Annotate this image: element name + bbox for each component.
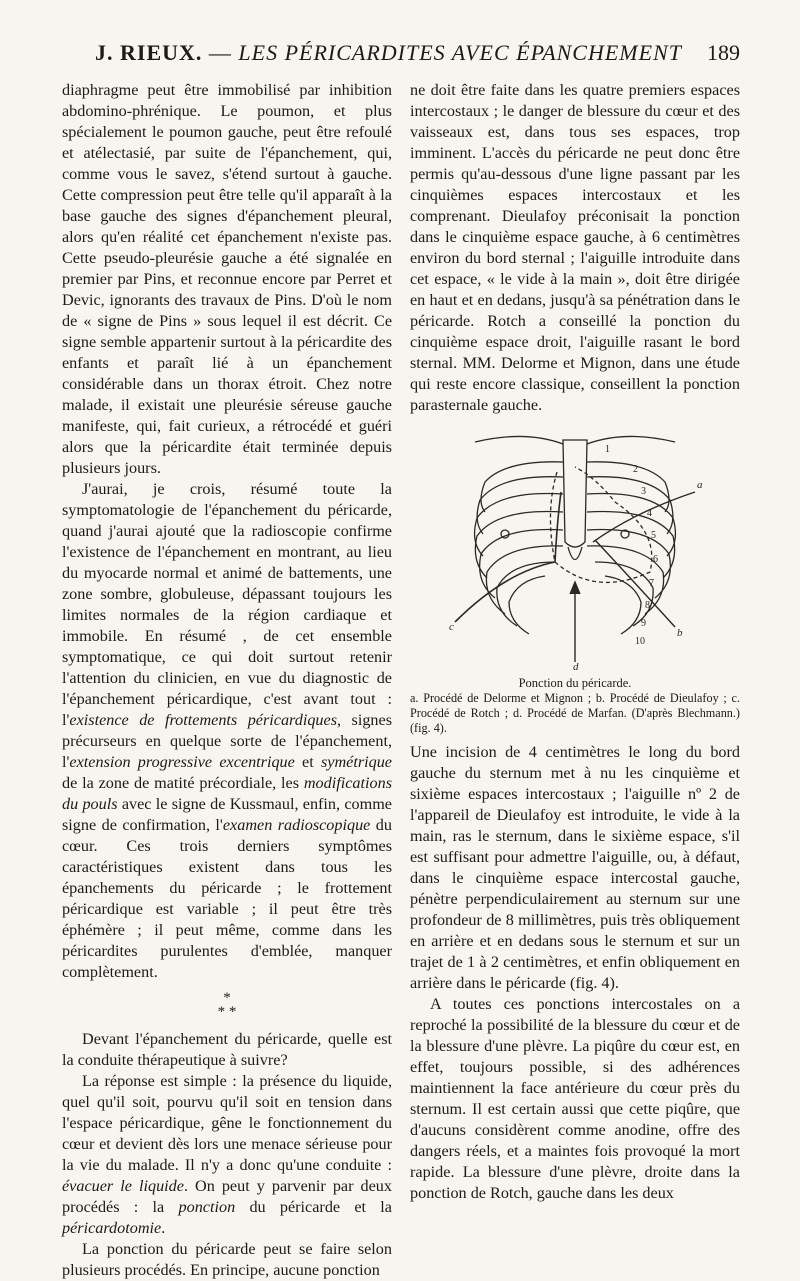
section-separator bbox=[62, 991, 392, 1019]
text-run: du cœur. Ces trois derniers symptômes caractéristiques existent dans tous les épanchements du péricarde ; le frottement péricardique est variable ; il peut être très éphémère ; il peut même, comme dans les péricardites purulentes d'emblée, manquer complètement. bbox=[62, 816, 392, 981]
paragraph-right-1: ne doit être faite dans les quatre premiers espaces intercostaux ; le danger de blessure du cœur et des vaisseaux est, dans tous ses espaces, trop imminent. L'accès du péricarde ne peut donc être permis qu'au-dessous d'une ligne passant par les cinquièmes espaces intercostaux et les comprenant. Dieulafoy préconisait la ponction dans le cinquième espace gauche, à 6 centimètres environ du bord sternal ; l'aiguille introduite dans cet espace, « le vide à la main », doit être dirigée en haut et en dedans, jusqu'à sa pénétration dans le péricarde. Rotch a conseillé la ponction du cinquième espace droit, l'aiguille rasant le bord sternal. MM. Delorme et Mignon, dans une étude qui reste encore classique, conseillent la ponction parasternale gauche. bbox=[410, 81, 740, 414]
italic-run: ponction bbox=[178, 1198, 236, 1216]
italic-run: extension progressive excentrique bbox=[69, 753, 295, 771]
italic-run: examen radioscopique bbox=[222, 816, 371, 834]
text-run: . bbox=[161, 1219, 166, 1237]
paragraph-right-2: Une incision de 4 centimètres le long du bord gauche du sternum met à nu les cinquième et sixième espaces intercostaux ; l'aiguille nº 2 de l'appareil de Dieulafoy est introduite, le vide à la main, ras le sternum, dans le sixième espace, s'il est suffisant pour admettre l'aiguille, ou, à défaut, dans le cinquième espace intercostal gauche, pénètre perpendiculairement au sternum sur une profondeur de 8 millimètres, puis très obliquement en arrière et en dedans sous le sternum et sur un trajet de 1 à 2 centimètres, et enfin obliquement en arrière dans le péricarde (fig. 4). bbox=[410, 743, 740, 992]
italic-run: symétrique bbox=[320, 753, 392, 771]
header-title bbox=[95, 40, 682, 66]
running-header bbox=[60, 40, 740, 76]
text-run: , signes précurseurs en quelque sorte de l'épanchement, l' bbox=[62, 711, 393, 771]
text-run: J'aurai, je crois, résumé toute la symptomatologie de l'épanchement du péricarde, quand j'aurai ajouté que la radioscopie confirme l'existence de l'épanchement en montrant, au lieu du myocarde normal et animé de battements, une zone sombre, globuleuse, dépassant toujours les limites normales de la région cardiaque et immobile. En résumé , de cet ensemble symptomatique, ce qui doit surtout retenir l'attention du clinicien, en vue du diagnostic de l'épanchement péricardique, c'est avant tout : l' bbox=[62, 480, 392, 729]
italic-run: modifications du pouls bbox=[62, 774, 392, 813]
header-author: J. RIEUX. bbox=[95, 40, 203, 65]
figure-caption: a. Procédé de Delorme et Mignon ; b. Procédé de Dieulafoy ; c. Procédé de Rotch ; d. Procédé de Marfan. (D'après Blechmann.) (fig. 4). bbox=[410, 691, 740, 735]
text-run: et bbox=[294, 753, 321, 771]
rib-number-3: 3 bbox=[641, 486, 646, 497]
sternum bbox=[563, 440, 587, 547]
italic-run: évacuer le liquide bbox=[62, 1177, 184, 1195]
text-run: du péricarde et la bbox=[235, 1198, 392, 1216]
figure-pericardial-puncture bbox=[410, 422, 740, 736]
rib-number-7: 7 bbox=[649, 578, 654, 589]
italic-run: existence de frottements péricardiques bbox=[69, 711, 338, 729]
label-d: d bbox=[573, 661, 579, 672]
clavicle-left bbox=[587, 436, 675, 444]
rib-number-2: 2 bbox=[633, 464, 638, 475]
figure-title: Ponction du péricarde. bbox=[518, 676, 632, 690]
rib-number-8: 8 bbox=[645, 600, 650, 611]
label-a: a bbox=[697, 479, 703, 491]
rib-number-5: 5 bbox=[651, 530, 656, 541]
page-number: 189 bbox=[706, 40, 740, 65]
rib-number-9: 9 bbox=[641, 618, 646, 629]
italic-run: péricardotomie bbox=[62, 1219, 162, 1237]
paragraph-left-5: La ponction du péricarde peut se faire selon plusieurs procédés. En principe, aucune ponction bbox=[62, 1240, 392, 1279]
heart-outline bbox=[550, 467, 651, 582]
rib-number-10: 10 bbox=[635, 636, 645, 647]
puncture-point-right bbox=[501, 530, 509, 538]
text-run: avec le signe de Kussmaul, enfin, comme signe de confirmation, l' bbox=[62, 795, 392, 834]
text-run: . On peut y parvenir par deux procédés : la bbox=[62, 1177, 392, 1216]
text-run: La réponse est simple : la présence du liquide, quel qu'il soit, pourvu qu'il soit en tension dans l'espace péricardique, gêne le fonctionnement du cœur et devient dès lors une menace sérieuse pour la vie du malade. Il n'y a donc qu'une conduite : bbox=[62, 1072, 392, 1174]
rib-cage-illustration bbox=[445, 422, 705, 672]
rib-number-4: 4 bbox=[647, 508, 652, 519]
header-dash: — bbox=[202, 40, 239, 65]
paragraph-left-2 bbox=[62, 479, 392, 983]
paragraph-right-3: A toutes ces ponctions intercostales on a reproché la possibilité de la blessure du cœur et de la blessure d'une plèvre. La piqûre du cœur est, en effet, toujours possible, si des adhérences maintiennent la face antérieure du cœur près du sternum. Il est certain aussi que cette piqûre, que d'aucuns considèrent comme anodine, offre des dangers réels, et a maintes fois provoqué la mort rapide. La blessure d'une plèvre, droite dans la ponction de Rotch, gauche dans les deux bbox=[410, 995, 740, 1202]
label-c: c bbox=[449, 621, 454, 633]
header-running-title: LES PÉRICARDITES AVEC ÉPANCHEMENT bbox=[238, 40, 682, 65]
left-column bbox=[62, 80, 392, 1281]
right-column bbox=[410, 80, 740, 1204]
paragraph-left-4 bbox=[62, 1071, 392, 1239]
clavicle-right bbox=[475, 436, 563, 444]
text-run: de la zone de matité précordiale, les bbox=[62, 774, 304, 792]
label-b: b bbox=[677, 627, 683, 639]
xiphoid bbox=[568, 547, 582, 560]
paragraph-left-3: Devant l'épanchement du péricarde, quelle est la conduite thérapeutique à suivre? bbox=[62, 1030, 392, 1069]
rib-number-6: 6 bbox=[653, 554, 658, 565]
rib-number-1: 1 bbox=[605, 444, 610, 455]
paragraph-left-1: diaphragme peut être immobilisé par inhibition abdomino-phrénique. Le poumon, et plus spécialement le poumon gauche, peut être refoulé et atélectasié, par suite de l'épanchement, qui, comme vous le savez, s'étend surtout à gauche. Cette compression peut être telle qu'il apparaît à la base gauche des signes d'épanchement pleural, alors qu'en réalité cet épanchement n'existe pas. Cette pseudo-pleurésie gauche a été signalée en premier par Pins, et reconnue encore par Perret et Devic, ignorants des travaux de Pins. D'où le nom de « signe de Pins » sous lequel il est décrit. Ce signe semble appartenir surtout à la péricardite des enfants et paraît lié à un épanchement considérable dans un thorax étroit. Chez notre malade, il existait une pleurésie séreuse gauche manifeste, qui, fait curieux, a rétrocédé et guéri alors que la péricardite était terminée depuis plusieurs jours. bbox=[62, 81, 392, 477]
separator-star-top: * bbox=[223, 990, 231, 1006]
separator-star-bottom: * * bbox=[217, 1004, 237, 1020]
